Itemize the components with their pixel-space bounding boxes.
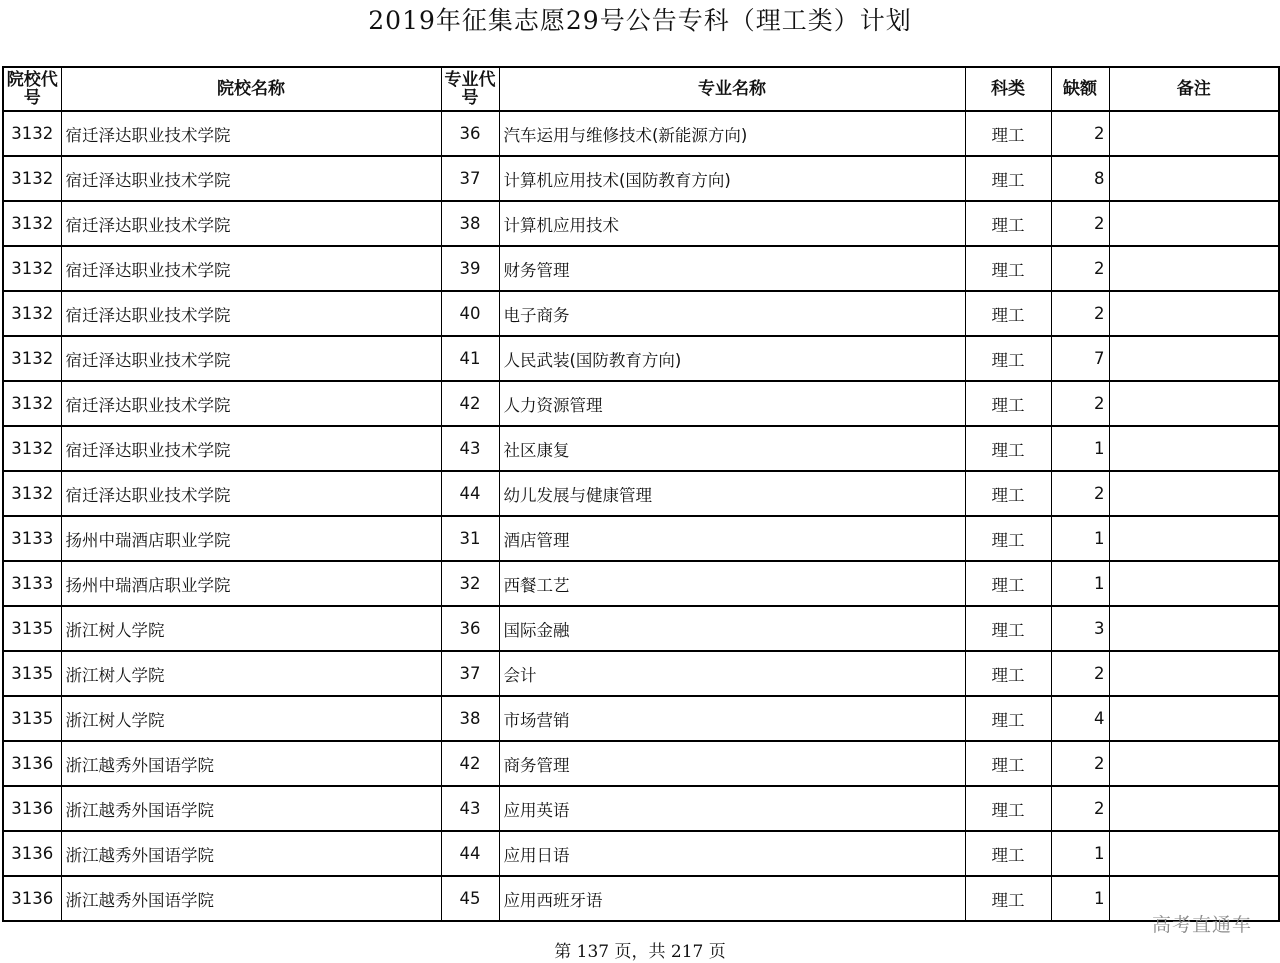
- cell-category: 理工: [965, 561, 1051, 606]
- cell-major-code: 42: [441, 381, 499, 426]
- cell-school-code: 3132: [3, 156, 61, 201]
- cell-major-code: 44: [441, 471, 499, 516]
- cell-vacancies: 2: [1051, 786, 1109, 831]
- cell-major-code: 38: [441, 201, 499, 246]
- cell-major-name: 计算机应用技术: [499, 201, 965, 246]
- cell-major-name: 国际金融: [499, 606, 965, 651]
- page-title: 2019年征集志愿29号公告专科（理工类）计划: [368, 6, 912, 35]
- cell-vacancies: 2: [1051, 201, 1109, 246]
- table-row: [3, 561, 1279, 606]
- cell-major-name: 应用日语: [499, 831, 965, 876]
- cell-school-code: 3136: [3, 786, 61, 831]
- cell-remarks: [1109, 561, 1279, 606]
- cell-category: 理工: [965, 606, 1051, 651]
- cell-major-name: 计算机应用技术(国防教育方向): [499, 156, 965, 201]
- cell-school-code: 3132: [3, 471, 61, 516]
- cell-school-name: 浙江树人学院: [61, 606, 441, 651]
- header-vacancies: 缺额: [1051, 67, 1109, 111]
- cell-major-code: 42: [441, 741, 499, 786]
- table-row: [3, 741, 1279, 786]
- cell-remarks: [1109, 201, 1279, 246]
- cell-category: 理工: [965, 876, 1051, 921]
- cell-school-name: 宿迁泽达职业技术学院: [61, 471, 441, 516]
- cell-school-code: 3132: [3, 381, 61, 426]
- cell-school-code: 3132: [3, 291, 61, 336]
- cell-major-code: 44: [441, 831, 499, 876]
- cell-remarks: [1109, 246, 1279, 291]
- cell-category: 理工: [965, 381, 1051, 426]
- cell-school-code: 3132: [3, 201, 61, 246]
- cell-school-code: 3132: [3, 111, 61, 156]
- cell-vacancies: 2: [1051, 246, 1109, 291]
- cell-school-name: 宿迁泽达职业技术学院: [61, 111, 441, 156]
- cell-school-code: 3136: [3, 831, 61, 876]
- table-body: [3, 111, 1279, 921]
- cell-school-name: 浙江越秀外国语学院: [61, 786, 441, 831]
- cell-school-name: 浙江越秀外国语学院: [61, 876, 441, 921]
- header-school-name: 院校名称: [61, 67, 441, 111]
- cell-major-name: 商务管理: [499, 741, 965, 786]
- cell-remarks: [1109, 606, 1279, 651]
- cell-vacancies: 2: [1051, 291, 1109, 336]
- cell-school-name: 宿迁泽达职业技术学院: [61, 336, 441, 381]
- table-row: [3, 696, 1279, 741]
- cell-vacancies: 2: [1051, 381, 1109, 426]
- cell-school-code: 3132: [3, 336, 61, 381]
- cell-category: 理工: [965, 696, 1051, 741]
- cell-remarks: [1109, 696, 1279, 741]
- cell-vacancies: 1: [1051, 831, 1109, 876]
- cell-major-code: 32: [441, 561, 499, 606]
- watermark-text: 高考直通车: [1151, 914, 1252, 936]
- cell-major-name: 人力资源管理: [499, 381, 965, 426]
- cell-category: 理工: [965, 426, 1051, 471]
- cell-school-code: 3133: [3, 516, 61, 561]
- cell-category: 理工: [965, 246, 1051, 291]
- cell-remarks: [1109, 156, 1279, 201]
- cell-remarks: [1109, 741, 1279, 786]
- table-row: [3, 246, 1279, 291]
- cell-vacancies: 2: [1051, 651, 1109, 696]
- cell-major-code: 43: [441, 426, 499, 471]
- cell-school-name: 浙江越秀外国语学院: [61, 741, 441, 786]
- cell-major-name: 应用英语: [499, 786, 965, 831]
- table-row: [3, 786, 1279, 831]
- cell-vacancies: 3: [1051, 606, 1109, 651]
- cell-category: 理工: [965, 111, 1051, 156]
- cell-major-code: 39: [441, 246, 499, 291]
- table-row: [3, 336, 1279, 381]
- cell-school-code: 3136: [3, 876, 61, 921]
- cell-major-code: 31: [441, 516, 499, 561]
- cell-category: 理工: [965, 156, 1051, 201]
- cell-school-name: 浙江树人学院: [61, 696, 441, 741]
- cell-major-name: 市场营销: [499, 696, 965, 741]
- page-footer: 第 137 页，共 217 页: [554, 942, 726, 962]
- cell-school-code: 3135: [3, 606, 61, 651]
- header-remarks: 备注: [1109, 67, 1279, 111]
- cell-school-name: 扬州中瑞酒店职业学院: [61, 516, 441, 561]
- cell-school-name: 浙江树人学院: [61, 651, 441, 696]
- table-row: [3, 651, 1279, 696]
- table-row: [3, 606, 1279, 651]
- cell-remarks: [1109, 831, 1279, 876]
- table-row: [3, 426, 1279, 471]
- cell-major-name: 会计: [499, 651, 965, 696]
- cell-remarks: [1109, 381, 1279, 426]
- cell-remarks: [1109, 651, 1279, 696]
- cell-category: 理工: [965, 336, 1051, 381]
- cell-vacancies: 1: [1051, 561, 1109, 606]
- cell-vacancies: 1: [1051, 876, 1109, 921]
- cell-major-code: 38: [441, 696, 499, 741]
- cell-major-code: 40: [441, 291, 499, 336]
- enrollment-plan-table: [2, 66, 1280, 922]
- cell-remarks: [1109, 426, 1279, 471]
- cell-vacancies: 2: [1051, 111, 1109, 156]
- cell-remarks: [1109, 291, 1279, 336]
- cell-major-code: 37: [441, 651, 499, 696]
- table-row: [3, 291, 1279, 336]
- cell-category: 理工: [965, 516, 1051, 561]
- cell-vacancies: 8: [1051, 156, 1109, 201]
- cell-school-name: 宿迁泽达职业技术学院: [61, 156, 441, 201]
- cell-category: 理工: [965, 831, 1051, 876]
- cell-school-name: 宿迁泽达职业技术学院: [61, 381, 441, 426]
- cell-school-code: 3135: [3, 651, 61, 696]
- cell-major-name: 应用西班牙语: [499, 876, 965, 921]
- cell-major-code: 41: [441, 336, 499, 381]
- cell-major-name: 西餐工艺: [499, 561, 965, 606]
- cell-school-code: 3132: [3, 426, 61, 471]
- cell-major-name: 财务管理: [499, 246, 965, 291]
- cell-category: 理工: [965, 741, 1051, 786]
- cell-vacancies: 2: [1051, 471, 1109, 516]
- cell-school-code: 3136: [3, 741, 61, 786]
- table-row: [3, 111, 1279, 156]
- table-row: [3, 876, 1279, 921]
- cell-category: 理工: [965, 291, 1051, 336]
- cell-vacancies: 7: [1051, 336, 1109, 381]
- cell-remarks: [1109, 336, 1279, 381]
- cell-vacancies: 1: [1051, 516, 1109, 561]
- cell-major-code: 36: [441, 111, 499, 156]
- cell-school-name: 浙江越秀外国语学院: [61, 831, 441, 876]
- header-major-name: 专业名称: [499, 67, 965, 111]
- cell-remarks: [1109, 516, 1279, 561]
- cell-school-name: 宿迁泽达职业技术学院: [61, 426, 441, 471]
- cell-remarks: [1109, 111, 1279, 156]
- cell-school-name: 扬州中瑞酒店职业学院: [61, 561, 441, 606]
- cell-vacancies: 2: [1051, 741, 1109, 786]
- cell-school-code: 3133: [3, 561, 61, 606]
- cell-vacancies: 1: [1051, 426, 1109, 471]
- table-row: [3, 516, 1279, 561]
- cell-school-code: 3135: [3, 696, 61, 741]
- cell-major-name: 酒店管理: [499, 516, 965, 561]
- header-school-code: 院校代号: [3, 67, 61, 111]
- cell-remarks: [1109, 471, 1279, 516]
- cell-school-name: 宿迁泽达职业技术学院: [61, 291, 441, 336]
- cell-category: 理工: [965, 471, 1051, 516]
- cell-major-name: 幼儿发展与健康管理: [499, 471, 965, 516]
- cell-school-name: 宿迁泽达职业技术学院: [61, 246, 441, 291]
- cell-school-name: 宿迁泽达职业技术学院: [61, 201, 441, 246]
- table-header-row: [3, 67, 1279, 111]
- cell-major-code: 45: [441, 876, 499, 921]
- table-row: [3, 156, 1279, 201]
- cell-major-name: 人民武装(国防教育方向): [499, 336, 965, 381]
- cell-category: 理工: [965, 201, 1051, 246]
- cell-category: 理工: [965, 786, 1051, 831]
- cell-vacancies: 4: [1051, 696, 1109, 741]
- header-major-code: 专业代号: [441, 67, 499, 111]
- cell-category: 理工: [965, 651, 1051, 696]
- cell-major-name: 电子商务: [499, 291, 965, 336]
- cell-remarks: [1109, 786, 1279, 831]
- cell-major-code: 43: [441, 786, 499, 831]
- table-row: [3, 471, 1279, 516]
- cell-major-code: 37: [441, 156, 499, 201]
- header-category: 科类: [965, 67, 1051, 111]
- cell-major-code: 36: [441, 606, 499, 651]
- cell-major-name: 汽车运用与维修技术(新能源方向): [499, 111, 965, 156]
- table-row: [3, 201, 1279, 246]
- table-row: [3, 381, 1279, 426]
- table-row: [3, 831, 1279, 876]
- cell-major-name: 社区康复: [499, 426, 965, 471]
- cell-school-code: 3132: [3, 246, 61, 291]
